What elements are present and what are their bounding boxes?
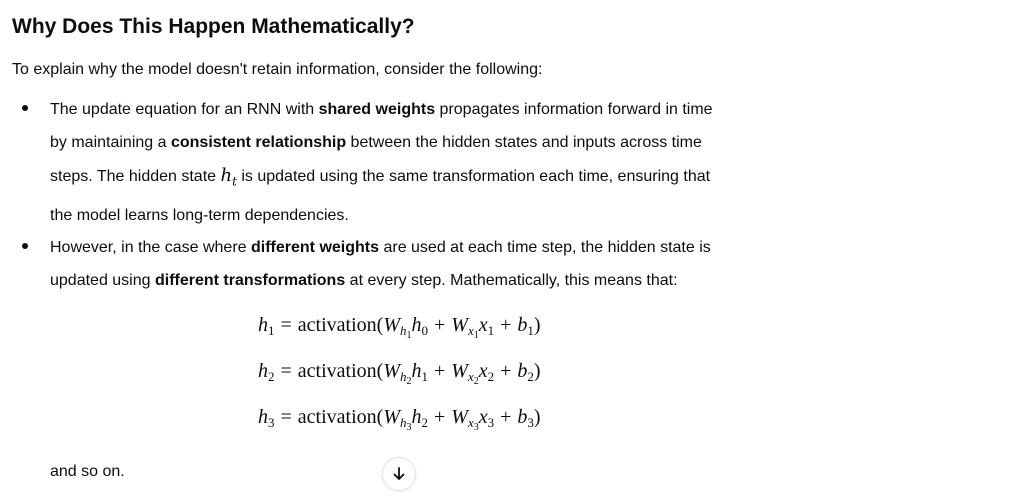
- bold-text: different weights: [251, 239, 380, 256]
- text-line: However, in the case where different weights are used at each time step, the hidden state is: [50, 239, 711, 256]
- bold-text: consistent relationship: [170, 134, 347, 151]
- equation-h2: $h_2$ = $activation(W_{h_2}h_1 + W_{x_2}x_2 + b_2)$: [258, 360, 541, 387]
- equation-h1: $h_1$ = $activation(W_{h_1}h_0 + W_{x_1}x_1 + b_1)$: [258, 314, 541, 341]
- text-line: by maintaining a consistent relationship between the hidden states and inputs across time: [50, 134, 702, 151]
- bullet-dot: [22, 105, 28, 111]
- section-heading: Why Does This Happen Mathematically?: [12, 15, 415, 38]
- bold-text: shared weights: [318, 101, 436, 118]
- equation-h3: $h_3$ = $activation(W_{h_3}h_2 + W_{x_3}x_3 + b_3)$: [258, 406, 541, 433]
- inline-math: $h_t$: [220, 165, 237, 189]
- bullet-text: [50, 231, 830, 297]
- arrow-down-icon: [391, 466, 407, 482]
- bullet-dot: [22, 243, 28, 249]
- text-line: steps. The hidden state $h_t$ is updated using the same transformation each time, ensuring that: [50, 165, 711, 189]
- scroll-down-button[interactable]: [382, 457, 416, 491]
- and-so-on-text: and so on.: [50, 463, 125, 480]
- text-line: updated using different transformations at every step. Mathematically, this means that:: [50, 272, 678, 289]
- intro-paragraph: To explain why the model doesn't retain information, consider the following:: [12, 61, 543, 78]
- bold-text: different transformations: [154, 272, 346, 289]
- text-line: the model learns long-term dependencies.: [50, 206, 349, 224]
- bullet-text: [50, 93, 830, 232]
- list-item: [22, 93, 822, 225]
- text-line: The update equation for an RNN with shared weights propagates information forward in time: [50, 101, 713, 118]
- list-item: [22, 231, 822, 297]
